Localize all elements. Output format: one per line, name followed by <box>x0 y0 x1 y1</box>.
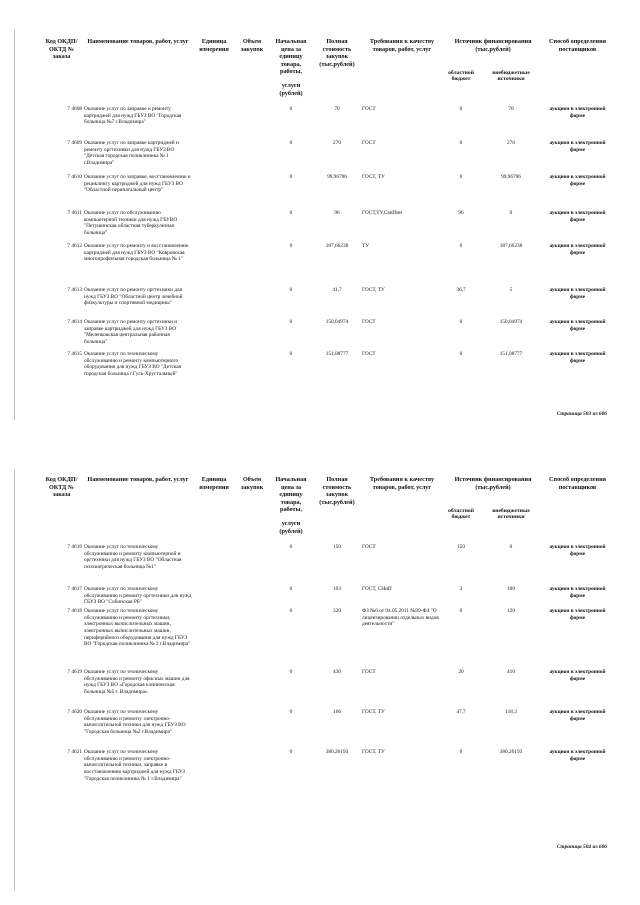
item-name: Оказание услуг по техническому обслуживанию и ремонту компьютерной и оргтехники для нужд ГБУЗ ВО "Областная психиатрическая больница №1" <box>84 544 182 570</box>
regional-budget: 36,7 <box>456 287 466 294</box>
header-unit: Единица измерения <box>199 38 229 53</box>
total-cost: 96 <box>334 210 340 217</box>
table-header <box>40 476 612 544</box>
header-requirements: Требования к качеству товаров, работ, услуг <box>369 476 435 491</box>
total-cost: 270 <box>333 140 341 147</box>
procurement-method: аукцион в электронной форме <box>549 351 606 364</box>
table-body <box>40 106 612 391</box>
header-funding: Источник финансирования (тыс.рублей) <box>454 476 532 491</box>
unit-cell <box>193 351 235 391</box>
extrabudget-sources: 118,3 <box>505 709 517 716</box>
regional-budget: 0 <box>459 243 463 250</box>
requirements: ТУ <box>362 243 369 250</box>
regional-budget: 0 <box>459 174 463 181</box>
table-row <box>40 243 612 287</box>
unit-cell <box>193 106 235 140</box>
requirements: ГОСТ <box>362 351 376 358</box>
table-row <box>40 210 612 243</box>
item-name: Оказание услуг по техническому обслуживанию и ремонту компьютерного оборудования для нужд ГБУЗ ВО "Детская городская больница г.Гусь-Хрустальный" <box>84 351 182 377</box>
page-number: Страница 504 из 606 <box>556 844 607 850</box>
unit-cell <box>193 709 235 749</box>
table-row <box>40 319 612 351</box>
extrabudget-sources: 120 <box>507 608 515 615</box>
header-full-cost: Полная стоимость закупок (тыс.рублей) <box>319 38 355 68</box>
regional-budget: 0 <box>459 351 463 358</box>
requirements: ГОСТ, ТУ <box>362 287 385 294</box>
table-row <box>40 106 612 140</box>
procurement-method: аукцион в электронной форме <box>549 669 606 682</box>
total-cost: 380,26193 <box>325 749 349 756</box>
start-price: 0 <box>289 140 293 147</box>
table-row <box>40 669 612 709</box>
total-cost: 41,7 <box>332 287 342 294</box>
table-header <box>40 38 612 106</box>
unit-cell <box>193 608 235 669</box>
order-code: 7 4612 <box>67 243 82 250</box>
extrabudget-sources: 5 <box>509 287 513 294</box>
total-cost: 103 <box>333 586 341 593</box>
header-name: Наименование товаров, работ, услуг <box>87 38 189 45</box>
header-name: Наименование товаров, работ, услуг <box>87 476 189 483</box>
page-number: Страница 503 из 606 <box>556 411 607 417</box>
total-cost: 99,96796 <box>327 174 347 181</box>
header-start-price <box>269 476 313 535</box>
regional-budget: 0 <box>459 319 463 326</box>
extrabudget-sources: 270 <box>507 140 515 147</box>
table-row <box>40 140 612 174</box>
order-code: 7 4611 <box>67 210 82 217</box>
procurement-method: аукцион в электронной форме <box>549 749 606 762</box>
header-start-price-line1: Начальная цена за единицу товара, работы, <box>275 476 307 514</box>
extrabudget-sources: 410 <box>507 669 515 676</box>
item-name: Оказание услуг по заправке и ремонту картриджей для нужд ГБУЗ ВО "Городская больница №7 г.Владимира" <box>84 106 182 126</box>
regional-budget: 47,7 <box>456 709 466 716</box>
unit-cell <box>193 319 235 351</box>
order-code: 7 4615 <box>67 351 82 358</box>
regional-budget: 20 <box>458 669 464 676</box>
order-code: 7 4620 <box>67 709 82 716</box>
procurement-method: аукцион в электронной форме <box>549 287 606 300</box>
unit-cell <box>193 174 235 210</box>
requirements: ГОСТ, ТУ <box>362 709 385 716</box>
total-cost: 430 <box>333 669 341 676</box>
requirements: ФЗ №6 от 04.05.2011 №99-ФЗ "О лицензировании отдельных видов деятельности" <box>362 608 439 628</box>
order-code: 7 4618 <box>67 608 82 615</box>
volume-cell <box>235 319 269 351</box>
unit-cell <box>193 544 235 586</box>
header-code: Код ОКДП/ ОКТД № заказа <box>45 38 78 61</box>
total-cost: 150,04974 <box>325 319 349 326</box>
table-row <box>40 608 612 669</box>
requirements: ГОСТ <box>362 544 376 551</box>
unit-cell <box>193 669 235 709</box>
start-price: 0 <box>289 749 293 756</box>
procurement-table <box>40 476 612 807</box>
order-code: 7 4614 <box>67 319 82 326</box>
volume-cell <box>235 140 269 174</box>
header-regional: областной бюджет <box>448 507 474 521</box>
volume-cell <box>235 669 269 709</box>
regional-budget: 96 <box>458 210 464 217</box>
start-price: 0 <box>289 351 293 358</box>
item-name: Оказание услуг по техническому обслуживанию и ремонту оргтехники, электронных вычислительных машин, электронных вычислительных машин, периферийного оборудования для нужд ГБУЗ ВО "Городская поликлиника № 2 г.Владимира" <box>84 608 191 648</box>
item-name: Оказание услуг по заправке картриджей и ремонту оргтехники для нужд ГБУЗ ВО "Детская городская поликлиника № 1 г.Владимира" <box>84 140 179 166</box>
order-code: 7 4619 <box>67 669 82 676</box>
header-unit: Единица измерения <box>199 476 229 491</box>
unit-cell <box>193 210 235 243</box>
start-price: 0 <box>289 608 293 615</box>
start-price: 0 <box>289 106 293 113</box>
item-name: Оказание услуг по ремонту и восстановлению картриджей для нужд ГБУЗ ВО "Ковровская многопрофильная городская больница № 1" <box>84 243 189 263</box>
header-start-price <box>269 38 313 97</box>
extrabudget-sources: 150,04974 <box>499 319 523 326</box>
total-cost: 320 <box>333 608 341 615</box>
order-code: 7 4621 <box>67 749 82 756</box>
volume-cell <box>235 544 269 586</box>
volume-cell <box>235 287 269 319</box>
total-cost: 70 <box>334 106 340 113</box>
procurement-method: аукцион в электронной форме <box>549 210 606 223</box>
header-extrabudget: внебюджетные источники <box>492 507 530 521</box>
requirements: ГОСТ <box>362 106 376 113</box>
start-price: 0 <box>289 243 293 250</box>
regional-budget: 3 <box>459 586 463 593</box>
requirements: ГОСТ, ТУ <box>362 174 385 181</box>
order-code: 7 4613 <box>67 287 82 294</box>
extrabudget-sources: 99,96796 <box>501 174 521 181</box>
header-volume: Объем закупок <box>240 38 264 53</box>
requirements: ГОСТ, СНиП <box>362 586 392 593</box>
requirements: ГОСТ, ТУ <box>362 749 385 756</box>
table-row <box>40 749 612 807</box>
volume-cell <box>235 243 269 287</box>
procurement-method: аукцион в электронной форме <box>549 586 606 599</box>
requirements: ГОСТ <box>362 140 376 147</box>
requirements: ГОСТ <box>362 669 376 676</box>
procurement-method: аукцион в электронной форме <box>549 319 606 332</box>
regional-budget: 0 <box>459 106 463 113</box>
start-price: 0 <box>289 174 293 181</box>
item-name: Оказание услуг по обслуживанию компьютерной техники для нужд ГБУВО "Петушинская областная туберкулезная больница" <box>84 210 178 236</box>
volume-cell <box>235 106 269 140</box>
extrabudget-sources: 187,66238 <box>499 243 523 250</box>
header-extrabudget: внебюджетные источники <box>492 69 530 83</box>
table-row <box>40 586 612 608</box>
table-row <box>40 287 612 319</box>
unit-cell <box>193 243 235 287</box>
volume-cell <box>235 586 269 608</box>
item-name: Оказание услуг по техническому обслуживанию и ремонту электронно-вычислительной техники, заправке и восстановлению картриджей для нужд ГБУЗ "Городская поликлиника № 1 г.Владимира" <box>84 749 186 782</box>
extrabudget-sources: 380,26193 <box>499 749 523 756</box>
total-cost: 151,08777 <box>325 351 349 358</box>
volume-cell <box>235 608 269 669</box>
header-method: Способ определения поставщиков <box>549 476 606 491</box>
total-cost: 166 <box>333 709 341 716</box>
start-price: 0 <box>289 544 293 551</box>
header-volume: Объем закупок <box>240 476 264 491</box>
start-price: 0 <box>289 709 293 716</box>
procurement-method: аукцион в электронной форме <box>549 709 606 722</box>
item-name: Оказание услуг по техническому обслуживанию и ремонту электронно-вычислительной техники для нужд ГБУЗ ВО "Городская больница №2 г.Владимира" <box>84 709 186 735</box>
requirements: ГОСТ <box>362 319 376 326</box>
extrabudget-sources: 151,08777 <box>499 351 523 358</box>
unit-cell <box>193 140 235 174</box>
procurement-method: аукцион в электронной форме <box>549 608 606 621</box>
header-funding: Источник финансирования (тыс.рублей) <box>454 38 532 53</box>
requirements: ГОСТ,ТУ,СанПин <box>362 210 403 217</box>
unit-cell <box>193 586 235 608</box>
total-cost: 187,66238 <box>325 243 349 250</box>
procurement-table <box>40 38 612 391</box>
regional-budget: 0 <box>459 608 463 615</box>
volume-cell <box>235 351 269 391</box>
start-price: 0 <box>289 669 293 676</box>
regional-budget: 150 <box>457 544 465 551</box>
header-start-price-line2: услуги (рублей) <box>279 81 303 97</box>
regional-budget: 0 <box>459 140 463 147</box>
page-504 <box>0 452 640 905</box>
header-full-cost: Полная стоимость закупок (тыс.рублей) <box>319 476 355 506</box>
header-method: Способ определения поставщиков <box>549 38 606 53</box>
extrabudget-sources: 70 <box>508 106 514 113</box>
regional-budget: 0 <box>459 749 463 756</box>
volume-cell <box>235 174 269 210</box>
procurement-method: аукцион в электронной форме <box>549 106 606 119</box>
start-price: 0 <box>289 287 293 294</box>
table-row <box>40 544 612 586</box>
extrabudget-sources: 100 <box>507 586 515 593</box>
procurement-method: аукцион в электронной форме <box>549 243 606 256</box>
item-name: Оказание услуг по ремонту оргтехники и заправке картриджей для нужд ГБУЗ ВО "Меленковская центральная районная больница" <box>84 319 178 345</box>
volume-cell <box>235 709 269 749</box>
unit-cell <box>193 287 235 319</box>
order-code: 7 4610 <box>67 174 82 181</box>
procurement-method: аукцион в электронной форме <box>549 140 606 153</box>
start-price: 0 <box>289 210 293 217</box>
order-code: 7 4616 <box>67 544 82 551</box>
volume-cell <box>235 210 269 243</box>
item-name: Оказание услуг по заправке, восстановлению и рециклингу картриджей для нужд ГБУЗ ВО "Областной перинатальный центр" <box>84 174 191 194</box>
volume-cell <box>235 749 269 807</box>
unit-cell <box>193 749 235 807</box>
item-name: Оказание услуг по ремонту оргтехники для нужд ГБУЗ ВО "Областной центр лечебной физкультуры и спортивной медицины" <box>84 287 183 307</box>
total-cost: 150 <box>333 544 341 551</box>
header-regional: областной бюджет <box>448 69 474 83</box>
order-code: 7 4608 <box>67 106 82 113</box>
header-start-price-line1: Начальная цена за единицу товара, работы, <box>275 38 307 76</box>
item-name: Оказание услуг по техническому обслуживанию и ремонту офисных машин для нужд ГБУЗ ВО «Городская клиническая больница №5 г. Владимира» <box>84 669 190 695</box>
table-row <box>40 351 612 391</box>
table-body <box>40 544 612 807</box>
item-name: Оказание услуг по техническому обслуживанию и ремонту оргтехники для нужд ГБУЗ ВО "Собинская РБ" <box>84 586 192 606</box>
table-row <box>40 174 612 210</box>
header-requirements: Требования к качеству товаров, работ, услуг <box>369 38 435 53</box>
start-price: 0 <box>289 319 293 326</box>
order-code: 7 4617 <box>67 586 82 593</box>
order-code: 7 4609 <box>67 140 82 147</box>
extrabudget-sources: 0 <box>509 210 513 217</box>
header-code: Код ОКДП/ ОКТД № заказа <box>45 476 78 499</box>
procurement-method: аукцион в электронной форме <box>549 544 606 557</box>
extrabudget-sources: 0 <box>509 544 513 551</box>
header-start-price-line2: услуги (рублей) <box>279 519 303 535</box>
procurement-method: аукцион в электронной форме <box>549 174 606 187</box>
start-price: 0 <box>289 586 293 593</box>
page-503 <box>0 0 640 452</box>
table-row <box>40 709 612 749</box>
